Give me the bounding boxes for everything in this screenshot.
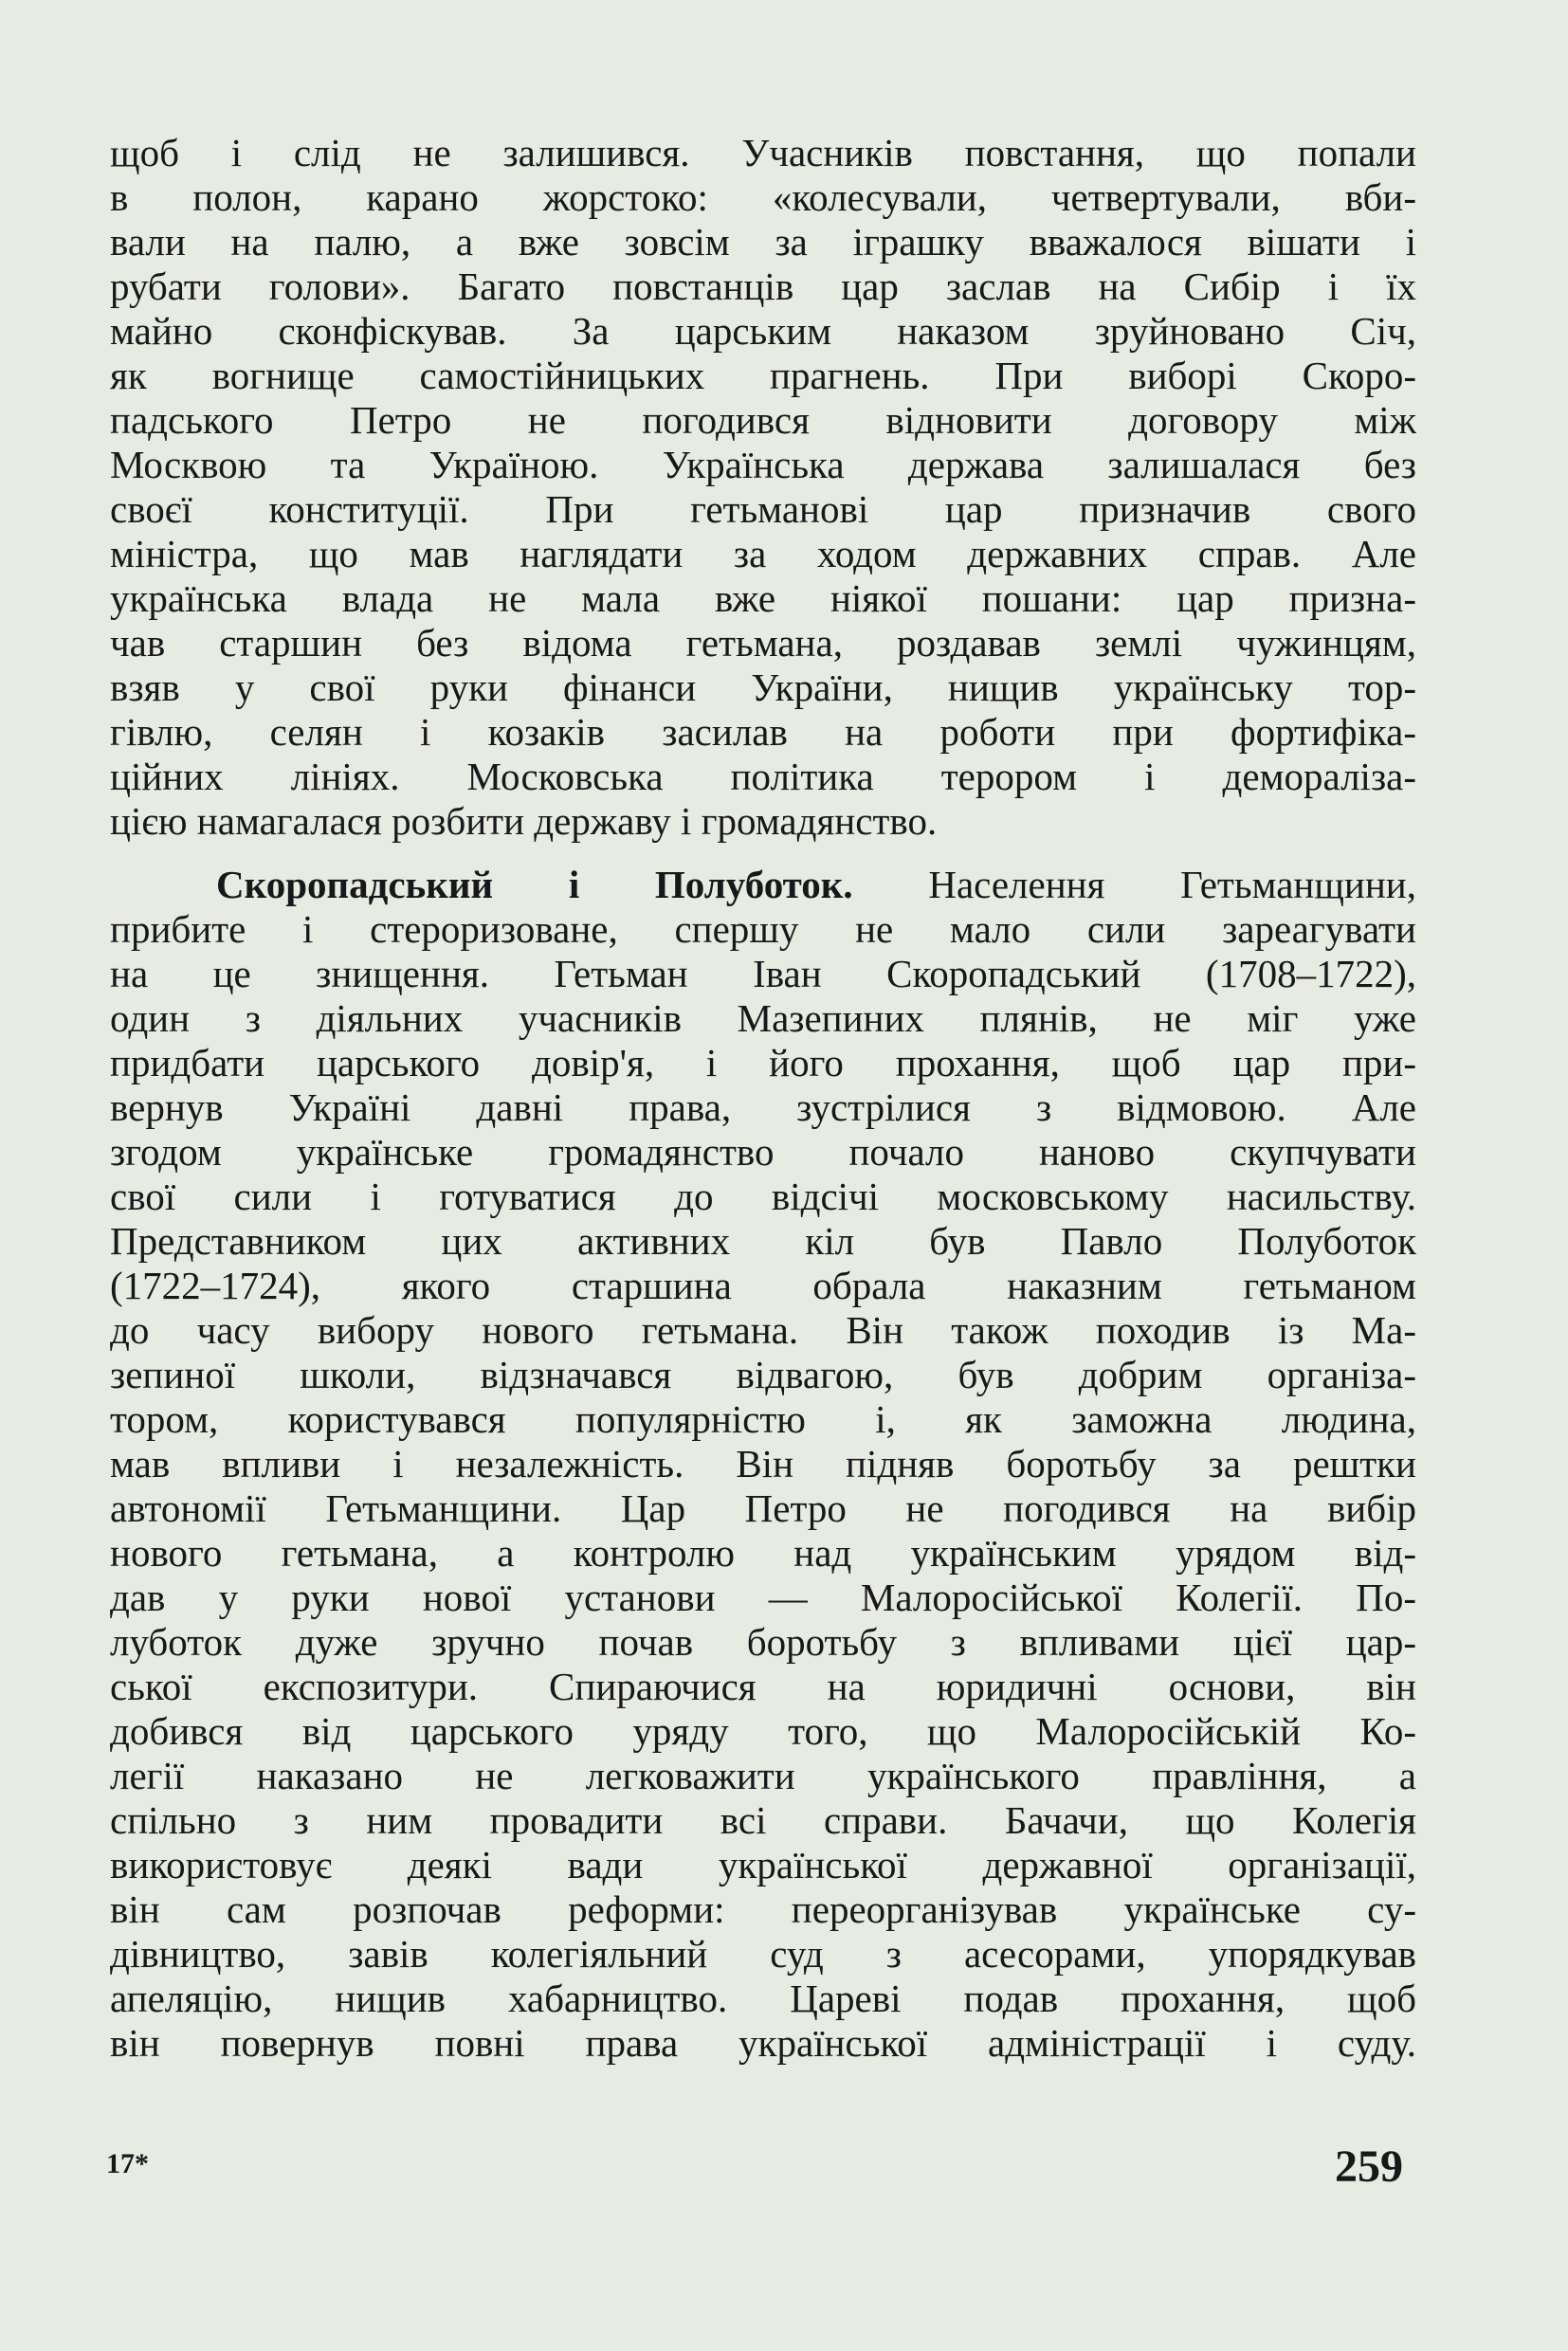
text-line: луботок дуже зручно почав боротьбу з впливами цієї цар- <box>110 1620 1416 1664</box>
text-line: апеляцію, нищив хабарництво. Цареві подав прохання, щоб <box>110 1977 1416 2020</box>
text-line: тором, користувався популярністю і, як заможна людина, <box>110 1397 1416 1441</box>
text-line: легії наказано не легковажити українського правління, а <box>110 1754 1416 1797</box>
text-line: падського Петро не погодився відновити договору між <box>110 398 1416 442</box>
text-line: вали на палю, а вже зовсім за іграшку вважалося вішати і <box>110 220 1416 264</box>
text-line: автономії Гетьманщини. Цар Петро не погодився на вибір <box>110 1486 1416 1530</box>
text-line: чав старшин без відома гетьмана, роздавав землі чужинцям, <box>110 621 1416 665</box>
text-line: на це знищення. Гетьман Іван Скоропадський (1708–1722), <box>110 952 1416 995</box>
section-first-line-text: Населення Гетьманщини, <box>852 863 1416 906</box>
text-line: придбати царського довір'я, і його прохання, щоб цар при- <box>110 1041 1416 1084</box>
text-line: нового гетьмана, а контролю над українським урядом від- <box>110 1531 1416 1575</box>
page-number: 259 <box>1335 2141 1403 2192</box>
section-first-line <box>216 863 1416 906</box>
text-line: мав впливи і незалежність. Він підняв боротьбу за рештки <box>110 1442 1416 1485</box>
text-line: свої сили і готуватися до відсічі московському насильству. <box>110 1175 1416 1218</box>
text-line: використовує деякі вади української державної організації, <box>110 1843 1416 1886</box>
text-line: згодом українське громадянство почало наново скупчувати <box>110 1130 1416 1174</box>
text-line: цією намагалася розбити державу і громадянство. <box>110 799 938 843</box>
text-line: ської експозитури. Спираючися на юридичні основи, він <box>110 1665 1416 1708</box>
text-line: рубати голови». Багато повстанців цар заслав на Сибір і їх <box>110 264 1416 308</box>
text-line: дівництво, завів колегіяльний суд з асесорами, упорядкував <box>110 1932 1416 1976</box>
text-line: прибите і стероризоване, спершу не мало сили зареагувати <box>110 907 1416 951</box>
text-line: як вогнище самостійницьких прагнень. При виборі Скоро- <box>110 354 1416 397</box>
text-line: до часу вибору нового гетьмана. Він також походив із Ма- <box>110 1308 1416 1352</box>
text-line: він сам розпочав реформи: переорганізував українське су- <box>110 1887 1416 1931</box>
text-line: спільно з ним провадити всі справи. Бачачи, що Колегія <box>110 1798 1416 1842</box>
text-line: (1722–1724), якого старшина обрала наказним гетьманом <box>110 1264 1416 1307</box>
text-line: взяв у свої руки фінанси України, нищив українську тор- <box>110 665 1416 709</box>
section-heading: Скоропадський і Полуботок. <box>216 863 853 906</box>
printer-signature-mark: 17* <box>106 2148 149 2179</box>
text-line: українська влада не мала вже ніякої пошани: цар призна- <box>110 576 1416 620</box>
text-line: Москвою та Україною. Українська держава залишалася без <box>110 443 1416 486</box>
text-line: дав у руки нової установи — Малоросійської Колегії. По- <box>110 1576 1416 1619</box>
text-line: ційних лініях. Московська політика терором і деморалізa- <box>110 755 1416 798</box>
text-line: майно сконфіскував. За царським наказом зруйновано Січ, <box>110 309 1416 353</box>
text-line: зепиної школи, відзначався відвагою, був добрим організа- <box>110 1353 1416 1396</box>
text-line: добився від царського уряду того, що Малоросійській Ко- <box>110 1709 1416 1753</box>
text-line: вернув Україні давні права, зустрілися з відмовою. Але <box>110 1085 1416 1129</box>
text-line: в полон, карано жорстоко: «колесували, четвертували, вби- <box>110 175 1416 219</box>
text-line: один з діяльних учасників Мазепиних плянів, не міг уже <box>110 996 1416 1040</box>
text-line: гівлю, селян і козаків засилав на роботи при фортифіка- <box>110 710 1416 754</box>
text-line: своєї конституції. При гетьманові цар призначив свого <box>110 487 1416 531</box>
text-line: щоб і слід не залишився. Учасників повстання, що попали <box>110 131 1416 174</box>
text-line: міністра, що мав наглядати за ходом державних справ. Але <box>110 532 1416 575</box>
text-line: Представником цих активних кіл був Павло Полуботок <box>110 1219 1416 1263</box>
text-line: він повернув повні права української адміністрації і суду. <box>110 2021 1416 2065</box>
